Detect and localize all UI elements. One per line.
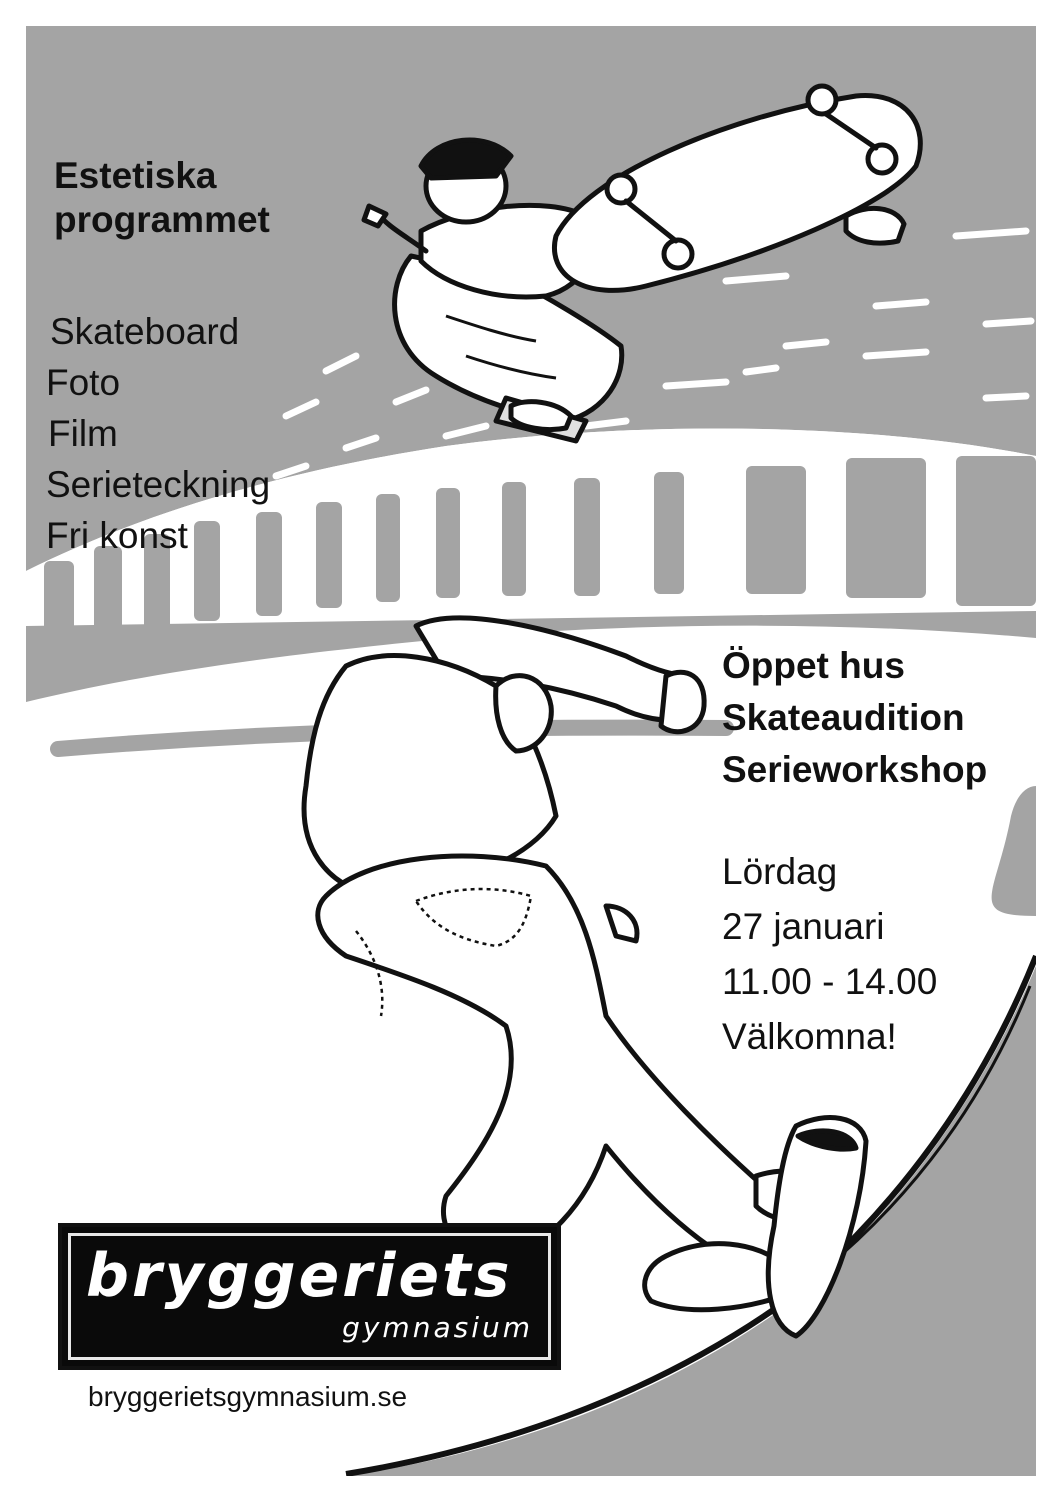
website-link[interactable]: bryggerietsgymnasium.se xyxy=(88,1381,408,1412)
event-title-line3: Serieworkshop xyxy=(722,749,988,790)
programme-title-line1: Estetiska xyxy=(54,155,217,196)
logo-name: bryggeriets xyxy=(86,1241,513,1311)
programme-item-skateboard: Skateboard xyxy=(50,311,240,352)
programme-item-foto: Foto xyxy=(46,362,121,403)
school-logo xyxy=(58,1223,561,1370)
poster xyxy=(26,26,1036,1476)
programme-title-line2: programmet xyxy=(54,199,270,240)
programme-item-serieteckning: Serieteckning xyxy=(46,464,271,505)
event-details xyxy=(722,844,937,1064)
event-date: 27 januari xyxy=(722,906,885,947)
event-title-line1: Öppet hus xyxy=(722,645,905,686)
logo-subtitle: gymnasium xyxy=(342,1311,533,1344)
event-day: Lördag xyxy=(722,851,838,892)
programme-list xyxy=(46,306,270,561)
event-time: 11.00 - 14.00 xyxy=(722,961,938,1002)
event-title-line2: Skateaudition xyxy=(722,697,965,738)
programme-item-film: Film xyxy=(48,413,118,454)
event-greeting: Välkomna! xyxy=(722,1016,897,1057)
programme-item-fri-konst: Fri konst xyxy=(46,515,188,556)
event-title xyxy=(722,640,987,796)
programme-title xyxy=(54,154,270,242)
